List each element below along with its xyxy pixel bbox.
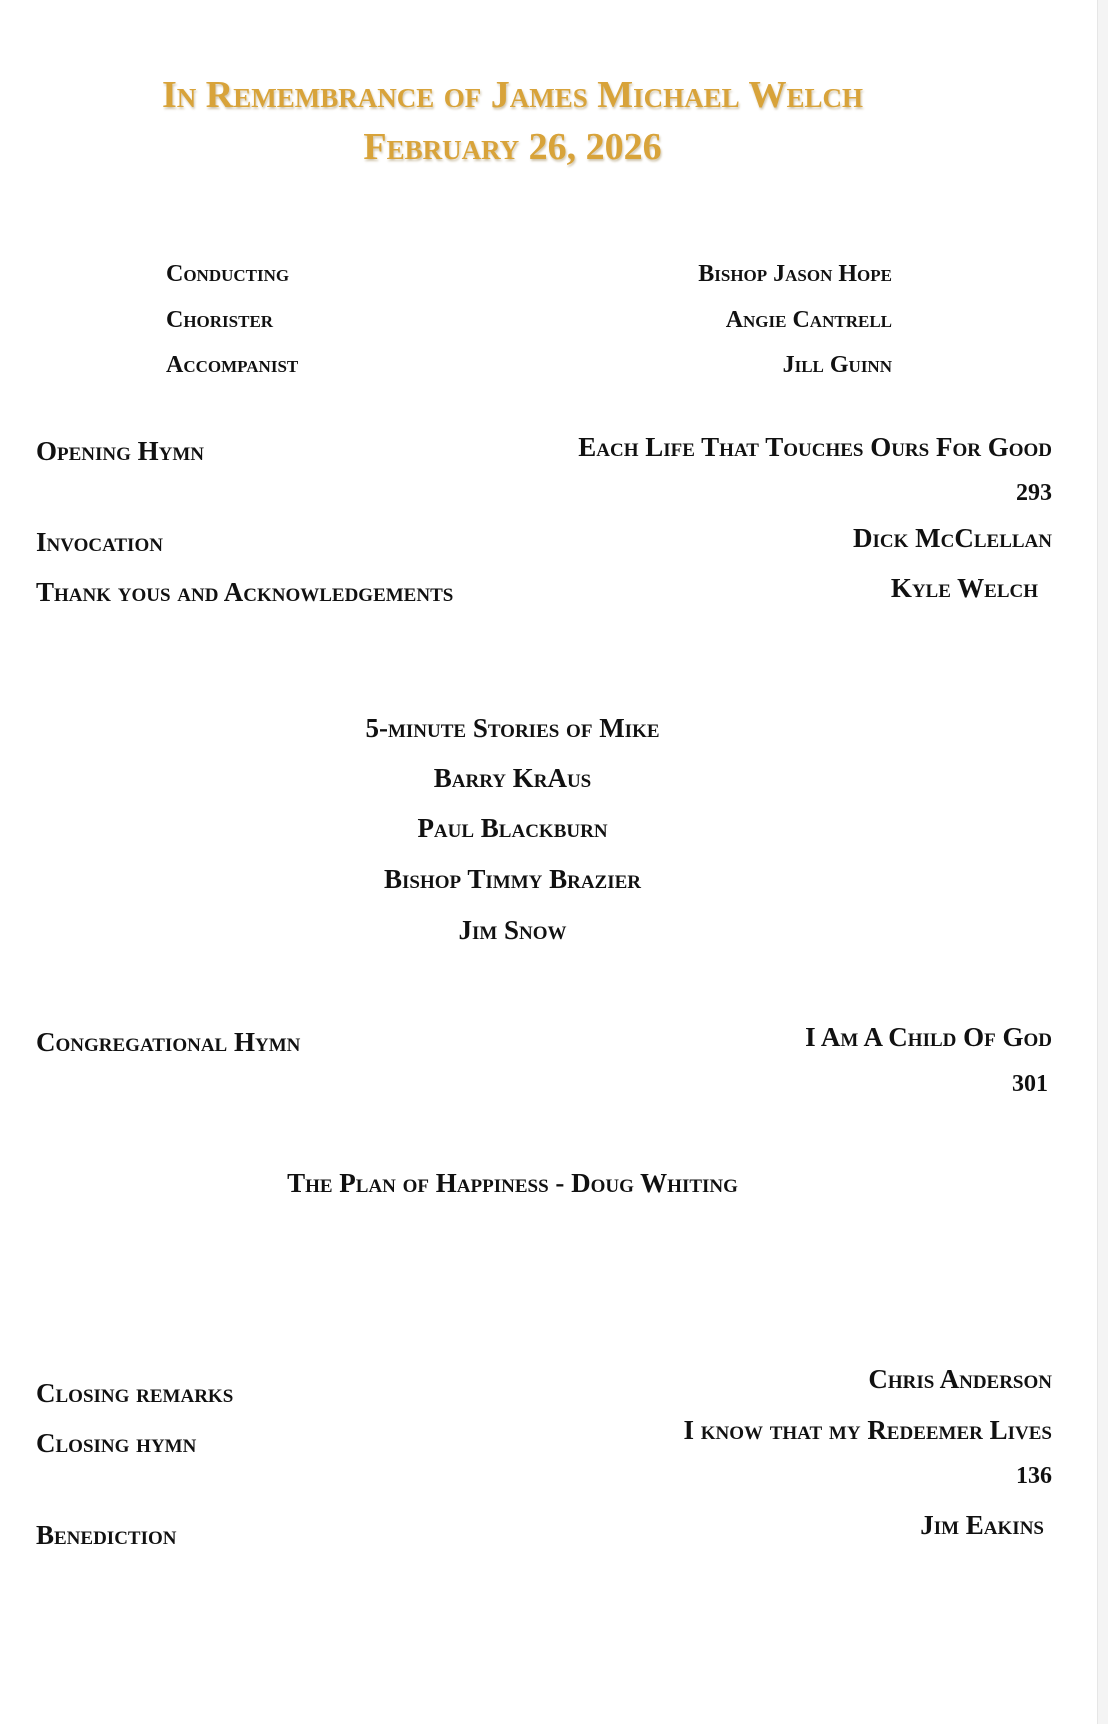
- story-speaker: Jim Snow: [458, 915, 567, 945]
- name-accompanist: Jill Guinn: [782, 352, 892, 378]
- closing-hymn-number: 136: [1016, 1463, 1052, 1489]
- thank-yous-name: Kyle Welch: [890, 573, 1038, 603]
- benediction-label: Benediction: [36, 1520, 177, 1550]
- closing-hymn-title: I know that my Redeemer Lives: [683, 1415, 1052, 1445]
- congregational-hymn-number: 301: [1012, 1071, 1048, 1097]
- story-speaker: Bishop Timmy Brazier: [383, 864, 642, 894]
- thank-yous-label: Thank yous and Acknowledgements: [36, 577, 454, 607]
- name-chorister: Angie Cantrell: [725, 307, 892, 333]
- opening-hymn-number: 293: [1016, 480, 1052, 506]
- invocation-label: Invocation: [36, 527, 163, 557]
- story-speaker: Paul Blackburn: [417, 813, 608, 843]
- closing-hymn-label: Closing hymn: [36, 1428, 197, 1458]
- benediction-name: Jim Eakins: [920, 1510, 1044, 1540]
- program-title: In Remembrance of James Michael Welch: [162, 74, 863, 116]
- program-date: February 26, 2026: [363, 126, 662, 168]
- invocation-name: Dick McClellan: [853, 523, 1052, 553]
- story-speaker: Barry KrAus: [433, 763, 592, 793]
- scrollbar[interactable]: [1097, 0, 1108, 1724]
- closing-remarks-name: Chris Anderson: [868, 1364, 1052, 1394]
- name-conducting: Bishop Jason Hope: [698, 261, 892, 287]
- congregational-hymn-title: I Am A Child Of God: [805, 1022, 1052, 1052]
- role-accompanist: Accompanist: [166, 352, 299, 378]
- congregational-hymn-label: Congregational Hymn: [36, 1027, 301, 1057]
- opening-hymn-title: Each Life That Touches Ours For Good: [578, 432, 1052, 462]
- role-conducting: Conducting: [166, 261, 290, 287]
- closing-remarks-label: Closing remarks: [36, 1378, 234, 1408]
- stories-heading: 5-minute Stories of Mike: [365, 713, 660, 743]
- opening-hymn-label: Opening Hymn: [36, 436, 205, 466]
- plan-of-happiness: The Plan of Happiness - Doug Whiting: [287, 1168, 738, 1198]
- role-chorister: Chorister: [166, 307, 274, 333]
